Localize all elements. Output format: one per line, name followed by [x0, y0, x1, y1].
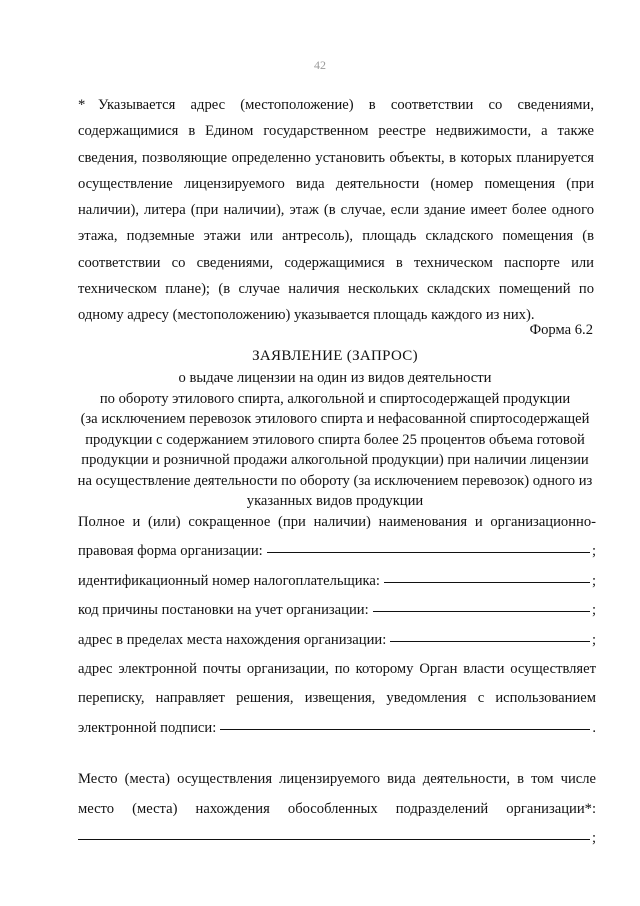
semicolon: ; [591, 543, 596, 560]
kpp-label: код причины постановки на учет организации: [78, 602, 369, 619]
title-line: (за исключением перевозок этилового спирта и нефасованной спиртосодержащей [80, 411, 590, 427]
email-field[interactable] [220, 714, 590, 730]
form-label: Форма 6.2 [529, 322, 593, 338]
kpp-field[interactable] [373, 596, 590, 612]
email-row [78, 714, 596, 743]
org-name-field[interactable] [267, 537, 590, 553]
email-label-end: электронной подписи: [78, 719, 217, 736]
inn-row [78, 567, 596, 596]
semicolon: ; [591, 572, 596, 589]
title-heading: ЗАЯВЛЕНИЕ (ЗАПРОС) [252, 348, 418, 364]
place-field[interactable] [78, 824, 590, 840]
address-label: адрес в пределах места нахождения организации: [78, 631, 387, 648]
address-field[interactable] [390, 626, 590, 642]
semicolon: ; [591, 602, 596, 619]
place-label-cont: место (места) нахождения обособленных подразделений организации*: [78, 800, 596, 817]
title-line: по обороту этилового спирта, алкогольной и спиртосодержащей продукции [99, 390, 571, 407]
form-fields [78, 508, 596, 853]
semicolon: ; [591, 830, 596, 847]
address-row [78, 626, 596, 655]
kpp-row [78, 596, 596, 625]
inn-label: идентификационный номер налогоплательщика: [78, 572, 380, 589]
title-line: о выдаче лицензии на один из видов деятельности [178, 370, 492, 386]
place-label: Место (места) осуществления лицензируемого вида деятельности, в том числе [78, 771, 596, 788]
title-line: продукции с содержанием этилового спирта более 25 процентов объема готовой [85, 431, 585, 448]
footnote-text: Указывается адрес (местоположение) в соответствии со сведениями, содержащимися в Едином государственном реестре недвижимости, а также сведения, позволяющие определенно установить объекты, в которых планируется осуществление лицензируемого вида деятельности (номер помещения (при наличии), литера (при наличии), этаж (в случае, если здание имеет более одного этажа, подземные этажи или антресоль), площадь складского помещения (в соответствии со сведениями, содержащимися в техническом паспорте или техническом плане); (в случае наличия нескольких складских помещений по одному адресу (местоположению) указывается площадь каждого из них). [78, 97, 594, 324]
place-row [78, 824, 596, 853]
org-name-label-cont: правовая форма организации: [78, 543, 263, 560]
page-number: 42 [314, 58, 326, 72]
title-line: продукции и розничной продажи алкогольной продукции) при наличии лицензии [81, 452, 589, 468]
title-line: на осуществление деятельности по обороту (за исключением перевозок) одного из [77, 472, 593, 489]
application-title [70, 344, 600, 512]
inn-field[interactable] [384, 567, 590, 583]
footnote-marker: * [78, 97, 86, 113]
semicolon: ; [591, 631, 596, 648]
footnote [78, 92, 594, 329]
org-name-row [78, 537, 596, 566]
org-name-label: Полное и (или) сокращенное (при наличии) наименования и организационно- [78, 514, 596, 530]
title-line: указанных видов продукции [246, 493, 424, 509]
period: . [592, 719, 596, 736]
email-label-cont: переписку, направляет решения, извещения, уведомления с использованием [78, 690, 596, 707]
email-label: адрес электронной почты организации, по которому Орган власти осуществляет [78, 661, 596, 678]
